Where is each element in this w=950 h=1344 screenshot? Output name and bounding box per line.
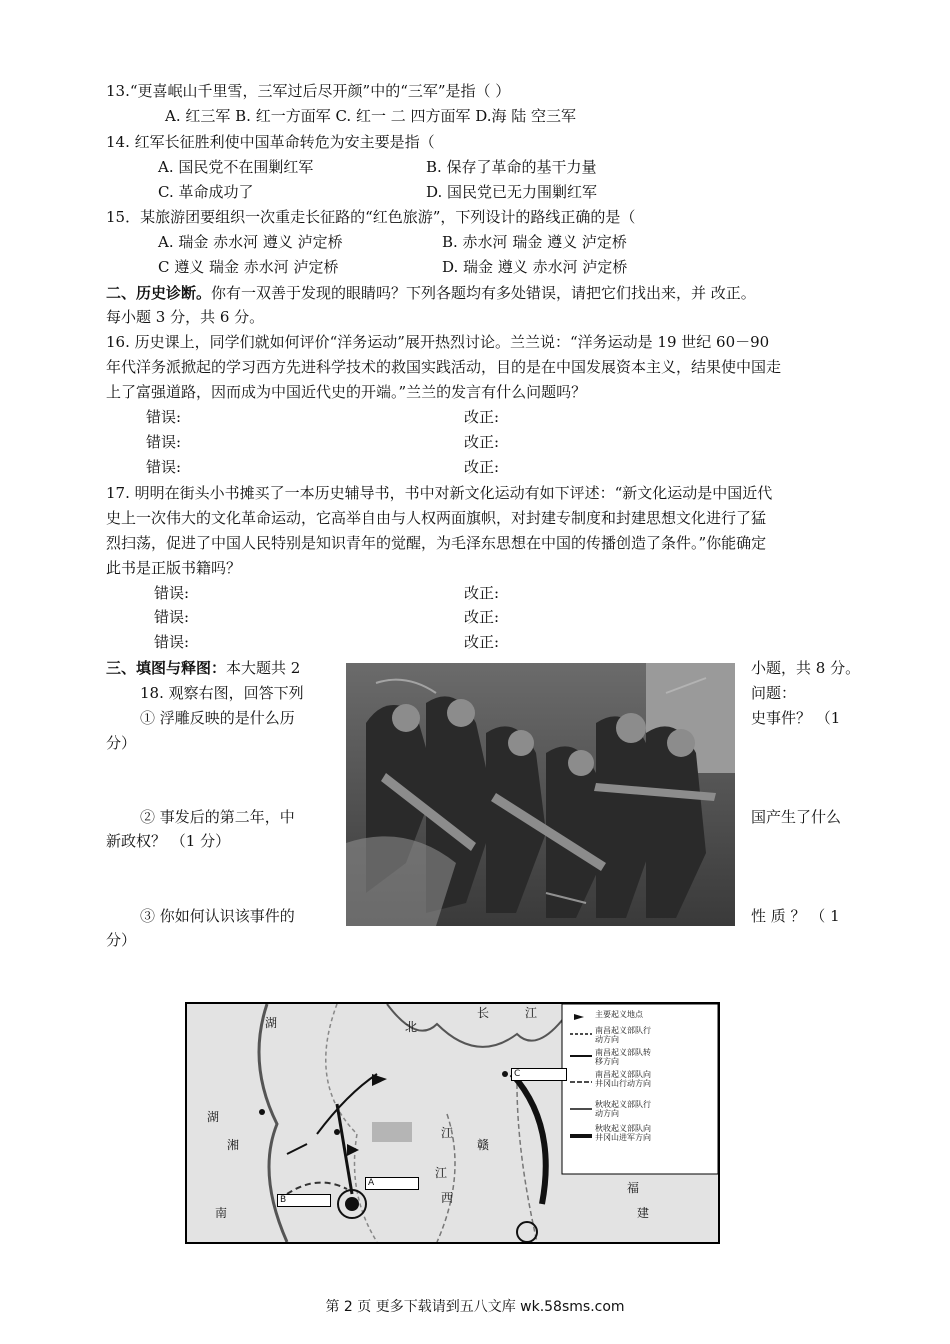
q18-intro-left: 18. 观察右图，回答下列 — [140, 684, 304, 702]
q14-option-c: C. 革命成功了 — [158, 183, 254, 201]
q17-error-3: 错误: — [154, 633, 190, 651]
section2-score: 每小题 3 分，共 6 分。 — [106, 308, 265, 326]
q17-line2: 史上一次伟大的文化革命运动，它高举自由与人权两面旗帜，对封建专制度和封建思想文化进行了猛 — [106, 509, 767, 527]
section3-heading — [106, 657, 300, 679]
q15-option-c: C 遵义 瑞金 赤水河 泸定桥 — [158, 258, 339, 276]
q14-option-d: D. 国民党已无力围剿红军 — [426, 183, 598, 201]
q18-part2-cont: 新政权？ （1 分） — [106, 832, 231, 850]
q17-fix-1: 改正: — [464, 584, 500, 602]
page-footer: 第 2 页 更多下载请到五八文库 wk.58sms.com — [325, 1299, 625, 1315]
map-marker-a: A — [365, 1177, 419, 1190]
map-label-7: 江 — [441, 1126, 454, 1140]
map-label-12: 福 — [627, 1181, 640, 1195]
map-marker-c: C — [511, 1068, 567, 1081]
q17-line3: 烈扫荡，促进了中国人民特别是知识青年的觉醒，为毛泽东思想在中国的传播创造了条件。”你能确定 — [106, 534, 767, 552]
q18-part1-right: 史事件？ （1 — [751, 709, 841, 727]
q16-error-2: 错误: — [146, 433, 182, 451]
section3-title: 三、填图与释图： — [106, 659, 227, 677]
legend-item-4: 南昌起义部队向井冈山行动方向 — [595, 1070, 651, 1088]
q18-part3-cont: 分） — [106, 931, 137, 949]
q18-part1-left: ① 浮雕反映的是什么历 — [140, 709, 295, 727]
section3-desc-left: 本大题共 2 — [226, 659, 301, 677]
map-label-8: 赣 — [477, 1138, 490, 1152]
q15-option-b: B. 赤水河 瑞金 遵义 泸定桥 — [442, 233, 627, 251]
map-label-10: 江 — [435, 1166, 448, 1180]
legend-item-2: 南昌起义部队行动方向 — [595, 1026, 651, 1044]
relief-sculpture-image — [346, 663, 735, 926]
q16-fix-2: 改正: — [464, 433, 500, 451]
q17-fix-2: 改正: — [464, 608, 500, 626]
q17-line4: 此书是正版书籍吗？ — [106, 559, 242, 577]
q18-part3-right: 性 质 ？ （ 1 — [751, 907, 840, 925]
q18-part2-right: 国产生了什么 — [751, 808, 842, 826]
map-label-5: 湖 — [207, 1110, 220, 1124]
q16-error-3: 错误: — [146, 458, 182, 476]
section2-heading — [106, 282, 756, 304]
q16-line2: 年代洋务派掀起的学习西方先进科学技术的救国实践活动，目的是在中国发展资本主义，结果使中国走 — [106, 358, 782, 376]
map-marker-b: B — [277, 1194, 331, 1207]
legend-item-3: 南昌起义部队转移方向 — [595, 1048, 651, 1066]
q16-fix-3: 改正: — [464, 458, 500, 476]
q18-part3-left: ③ 你如何认识该事件的 — [140, 907, 295, 925]
map-label-3: 长 — [477, 1006, 490, 1020]
map-label-4: 江 — [525, 1006, 538, 1020]
q17-error-2: 错误: — [154, 608, 190, 626]
q16-line1: 16. 历史课上，同学们就如何评价“洋务运动”展开热烈讨论。兰兰说：“洋务运动是 19 世纪 60－90 — [106, 333, 770, 351]
q14-option-b: B. 保存了革命的基干力量 — [426, 158, 597, 176]
q16-line3: 上了富强道路，因而成为中国近代史的开端。”兰兰的发言有什么问题吗？ — [106, 383, 587, 401]
section3-desc-right: 小题，共 8 分。 — [751, 659, 861, 677]
uprising-route-map — [185, 1002, 720, 1244]
legend-item-6: 秋收起义部队向井冈山进军方向 — [595, 1124, 651, 1142]
map-label-11: 西 — [441, 1191, 454, 1205]
q18-part2-left: ② 事发后的第二年，中 — [140, 808, 295, 826]
q14-stem: 14. 红军长征胜利使中国革命转危为安主要是指（ — [106, 133, 435, 151]
section2-instructions: 你有一双善于发现的眼睛吗？下列各题均有多处错误，请把它们找出来，并 改正。 — [211, 284, 756, 302]
q13-options: A. 红三军 B. 红一方面军 C. 红一 二 四方面军 D.海 陆 空三军 — [165, 107, 577, 125]
map-label-13: 建 — [637, 1206, 650, 1220]
q15-stem: 15．某旅游团要组织一次重走长征路的“红色旅游”，下列设计的路线正确的是（ — [106, 208, 636, 226]
q16-error-1: 错误: — [146, 408, 182, 426]
map-label-2: 北 — [405, 1020, 418, 1034]
section2-title: 二、历史诊断。 — [106, 284, 212, 302]
q17-error-1: 错误: — [154, 584, 190, 602]
q15-option-a: A. 瑞金 赤水河 遵义 泸定桥 — [158, 233, 343, 251]
q17-fix-3: 改正: — [464, 633, 500, 651]
q14-option-a: A. 国民党不在围剿红军 — [158, 158, 314, 176]
q17-line1: 17. 明明在街头小书摊买了一本历史辅导书，书中对新文化运动有如下评述：“新文化运动是中国近代 — [106, 484, 773, 502]
q18-part1-cont: 分） — [106, 734, 137, 752]
map-label-6: 湘 — [227, 1138, 240, 1152]
legend-item-1: 主要起义地点 — [595, 1010, 643, 1019]
q15-option-d: D. 瑞金 遵义 赤水河 泸定桥 — [442, 258, 628, 276]
map-label-1: 湖 — [265, 1016, 278, 1030]
map-label-9: 南 — [215, 1206, 228, 1220]
legend-item-5: 秋收起义部队行动方向 — [595, 1100, 651, 1118]
q18-intro-right: 问题： — [751, 684, 797, 702]
q13-stem: 13.“更喜岷山千里雪，三军过后尽开颜”中的“三军”是指（ ） — [106, 82, 511, 100]
q16-fix-1: 改正: — [464, 408, 500, 426]
